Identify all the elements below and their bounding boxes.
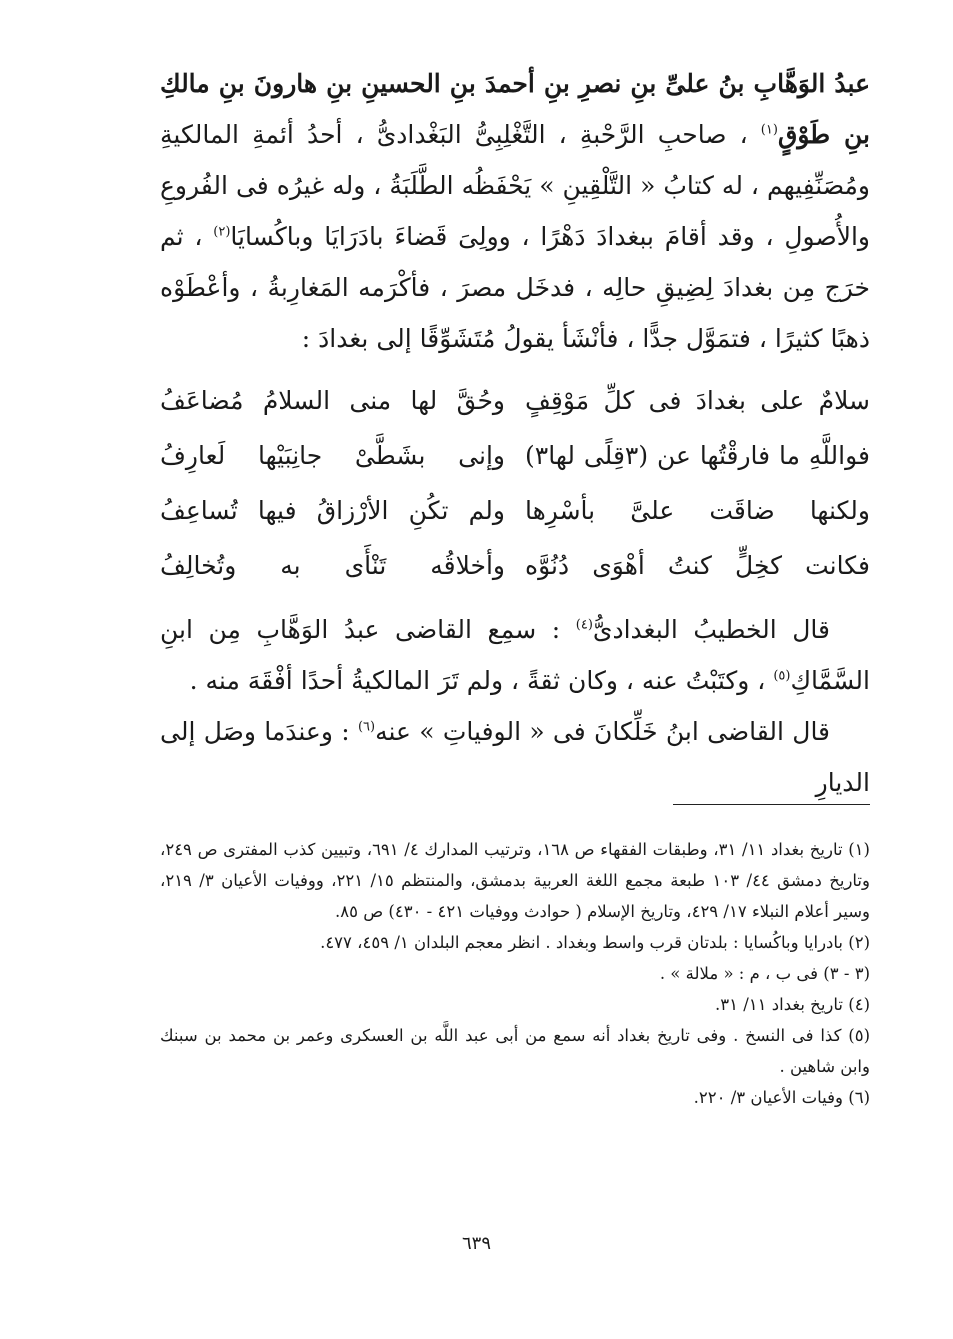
quote-intro: قال القاضى ابنُ خَلِّكانَ فى « الوفياتِ » عنه xyxy=(375,717,831,746)
footnote: (١) تاريخ بغداد ١١/ ٣١، وطبقات الفقهاء ص ١٦٨، وترتيب المدارك ٤/ ٦٩١، وتبيين كذب المفترى ص ٢٤٩، وتاريخ دمشق ٤٤/ ١٠٣ طبعة مجمع اللغة العربية بدمشق، والمنتظم ١٥/ ٢٢١، ووفيات الأعيان ٣/ ٢١٩، وسير أعلام النبلاء ١٧/ ٤٢٩، وتاريخ الإسلام ( حوادث ووفيات ٤٢١ - ٤٣٠) ص ٨٥. xyxy=(160,840,870,921)
verse xyxy=(160,376,870,431)
paragraph-khatib-quote xyxy=(160,604,870,706)
paragraph-biography xyxy=(160,58,870,364)
verse-first-hemistich: ولكنها ضاقَت علىَّ بأسْرِها xyxy=(525,496,870,525)
paragraph-ibn-khallikan xyxy=(160,706,870,808)
verse xyxy=(160,431,870,486)
page-number: ٦٣٩ xyxy=(461,1233,491,1254)
footnote: (٤) تاريخ بغداد ١١/ ٣١. xyxy=(715,995,870,1014)
verse xyxy=(160,541,870,596)
paragraph-text-end: ، ثم خرَج مِن بغدادَ لِضِيقِ حالِه ، فدخَل مصرَ ، فأكْرَمه المَغارِبةُ ، وأعْطَوْه ذهبًا كثيرًا ، فتمَوَّل جدًّا ، فأنْشَأ يقولُ مُتَشَوِّقًا إلى بغدادَ : xyxy=(160,222,870,353)
quote-text: : سمِع القاضى عبدُ الوَهَّابِ مِن ابنِ السَّمَّاكِ xyxy=(160,615,870,695)
quote-text-end: ، وكتَبْتُ عنه ، وكان ثقةً ، ولم تَرَ المالكيةُ أحدًا أفْقَهَ منه . xyxy=(189,666,766,695)
main-text xyxy=(160,58,870,808)
footnote-ref-4: (٤) xyxy=(575,617,593,633)
verse-second-hemistich: وأخلاقُه تَنْأَى به وتُخالِفُ xyxy=(160,551,505,580)
footnote: (٦) وفيات الأعيان ٣/ ٢٢٠. xyxy=(693,1088,870,1107)
footnote-ref-5: (٥) xyxy=(773,668,791,684)
poem xyxy=(160,376,870,596)
verse-second-hemistich: وإنى بشَطَّىْ جانِبَيْها لَعارِفُ xyxy=(160,441,505,470)
paragraph-text: ، صاحبِ الرَّحْبةِ ، التَّغْلِبِىُّ البَغْدادىُّ ، أحدُ أئمةِ المالكيةِ ومُصَنِّفِيهم ، له كتابُ « التَّلْقِينِ » يَحْفَظُه الطَّلَبَةُ ، وله غيرُه فى الفُروعِ والأُصولِ ، وقد أقامَ ببغدادَ دَهْرًا ، وولِىَ قَضاءَ بادَرَايَا وباكُسايَا xyxy=(160,120,870,251)
quote-text: : وعندَما وصَل إلى الديارِ xyxy=(160,717,870,797)
footnote-ref-2: (٢) xyxy=(213,224,231,240)
verse-second-hemistich: وحُقَّ لها منى السلامُ مُضاعَفُ xyxy=(160,386,505,415)
footnote-divider xyxy=(673,804,870,805)
verse-first-hemistich: فواللَّهِ ما فارقْتُها عن (٣قِلًى لها٣) xyxy=(525,441,870,470)
footnotes xyxy=(160,834,870,1113)
footnote-ref-6: (٦) xyxy=(357,719,376,735)
footnote: (٢) بادرايا وباكُسايا : بلدتان قرب واسط وبغداد . انظر معجم البلدان ١/ ٤٥٩، ٤٧٧. xyxy=(320,933,870,952)
verse-second-hemistich: ولم تكُنِ الأرْزاقُ فيها تُساعِفُ xyxy=(160,496,505,525)
quote-intro: قال الخطيبُ البغدادىُّ xyxy=(592,615,830,644)
footnote: (٣ - ٣) فى ب ، م : « ملالة » . xyxy=(659,964,870,983)
footnote-ref-1: (١) xyxy=(760,122,778,138)
footnote: (٥) كذا فى النسخ . وفى تاريخ بغداد أنه سمع من أبى عبد اللَّه بن العسكرى وعمر بن محمد بن سبنك وابن شاهين . xyxy=(160,1026,870,1076)
verse xyxy=(160,486,870,541)
heading-name: عبدُ الوَهَّابِ بنُ علىِّ بنِ نصرِ بنِ أحمدَ بنِ الحسينِ بنِ هارونَ بنِ مالكِ بنِ طَوْقٍ xyxy=(160,69,870,149)
verse-first-hemistich: فكانت كخِلٍّ كنتُ أهْوَى دُنُوَّه xyxy=(525,551,870,580)
verse-first-hemistich: سلامٌ على بغدادَ فى كلِّ مَوْقِفٍ xyxy=(525,386,870,415)
